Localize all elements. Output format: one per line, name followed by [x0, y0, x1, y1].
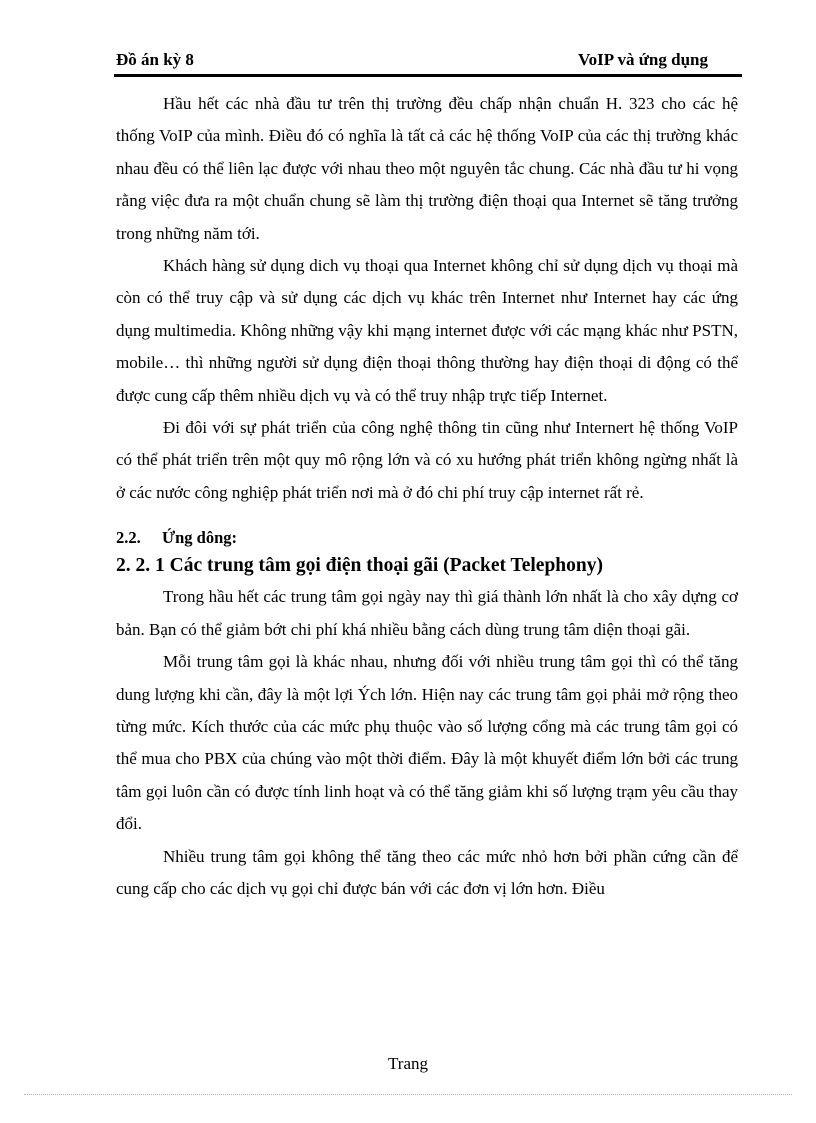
paragraph-call-center-cost: Trong hầu hết các trung tâm gọi ngày nay thì giá thành lớn nhất là cho xây dựng cơ bản. Bạn có thể giảm bớt chi phí khá nhiều bằng cách dùng trung tâm diện thoại gãi.: [116, 587, 738, 639]
header-topic-title: VoIP và ứng dụng: [577, 50, 708, 69]
page-bottom-divider: [24, 1094, 792, 1095]
subsection-heading: 2. 2. 1 Các trung tâm gọi điện thoại gãi (Packet Telephony): [116, 555, 603, 577]
header-document-title: Đồ án kỳ 8: [116, 50, 194, 69]
paragraph-call-center-hardware: Nhiều trung tâm gọi không thể tăng theo các mức nhỏ hơn bởi phần cứng cần để cung cấp cho các dịch vụ gọi chỉ được bán với các đơn vị lớn hơn. Điều: [116, 846, 738, 898]
paragraph-voip-development: Đi đôi với sự phát triển của công nghệ thông tin cũng như Internert hệ thống VoIP có thể phát triển trên một quy mô rộng lớn và có xu hướng phát triển không ngừng nhất là ở các nước công nghiệp phát triển nơi mà ở đó chi phí truy cập internet rất rẻ.: [116, 418, 738, 502]
section-number: 2.2.: [116, 528, 141, 548]
paragraph-h323-standard: Hầu hết các nhà đầu tư trên thị trường đều chấp nhận chuẩn H. 323 cho các hệ thống VoIP của mình. Điều đó có nghĩa là tất cả các hệ thống VoIP của các thị trường khác nhau đều có thể liên lạc được với nhau theo một nguyên tắc chung. Các nhà đầu tư hi vọng rằng việc đưa ra một chuẩn chung sẽ làm thị trường điện thoại qua Internet sẽ tăng trưởng trong những năm tới.: [116, 94, 738, 243]
section-title: Ứng dông:: [162, 528, 238, 548]
paragraph-call-center-capacity: Mỗi trung tâm gọi là khác nhau, nhưng đối với nhiều trung tâm gọi thì có thể tăng dung lượng khi cần, đây là một lợi Ých lớn. Hiện nay các trung tâm gọi phải mở rộng theo từng mức. Kích thước của các mức phụ thuộc vào số lượng cổng mà các trung tâm gọi có thể mua cho PBX của chúng vào một thời điểm. Đây là một khuyết điểm lớn bởi các trung tâm gọi luôn cần có được tính linh hoạt và có thể tăng giảm khi số lượng trạm yêu cầu thay đổi.: [116, 652, 738, 834]
header-divider: [114, 74, 742, 77]
page-footer: Trang: [388, 1054, 428, 1073]
page-body: [116, 88, 738, 905]
section-heading: [116, 525, 738, 551]
page-header: [114, 48, 742, 74]
paragraph-internet-services: Khách hàng sử dụng dich vụ thoại qua Internet không chỉ sử dụng dịch vụ thoại mà còn có thể truy cập và sử dụng các dịch vụ khác trên Internet như Internet hay các ứng dụng multimedia. Không những vậy khi mạng internet được với các mạng khác như PSTN, mobile… thì những người sử dụng điện thoại thông thường hay điện thoại di động có thể được cung cấp thêm nhiều dịch vụ và có thể truy nhập trực tiếp Internet.: [116, 256, 738, 405]
